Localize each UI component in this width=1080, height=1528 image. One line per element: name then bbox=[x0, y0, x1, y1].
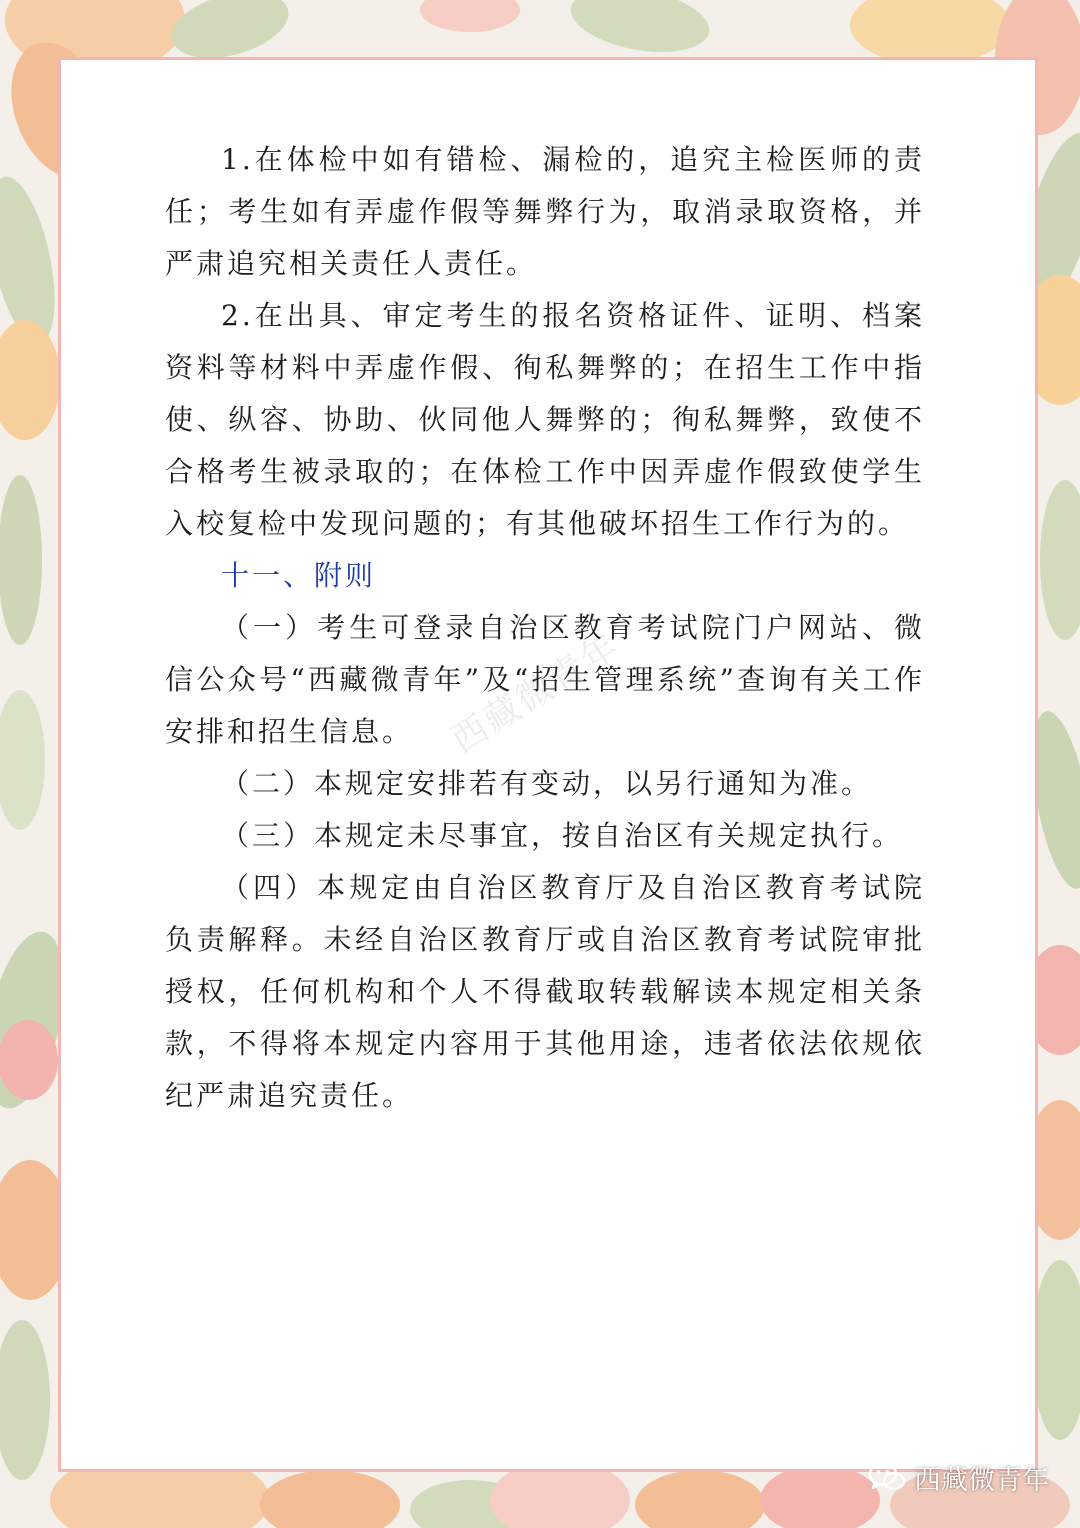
wechat-icon bbox=[868, 1461, 906, 1493]
paragraph: （二）本规定安排若有变动，以另行通知为准。 bbox=[221, 767, 873, 800]
account-badge bbox=[868, 1457, 1049, 1497]
section-heading: 十一、附则 bbox=[221, 559, 377, 592]
paragraph: （三）本规定未尽事宜，按自治区有关规定执行。 bbox=[221, 819, 904, 852]
paragraph: （一）考生可登录自治区教育考试院门户网站、微信公众号“西藏微青年”及“招生管理系统”查询有关工作安排和招生信息。 bbox=[165, 611, 925, 748]
paragraph: 2.在出具、审定考生的报名资格证件、证明、档案资料等材料中弄虚作假、徇私舞弊的；在招生工作中指使、纵容、协助、伙同他人舞弊的；徇私舞弊，致使不合格考生被录取的；在体检工作中因弄虚作假致使学生入校复检中发现问题的；有其他破坏招生工作行为的。 bbox=[165, 299, 925, 540]
paragraph: （四）本规定由自治区教育厅及自治区教育考试院负责解释。未经自治区教育厅或自治区教育考试院审批授权，任何机构和个人不得截取转载解读本规定相关条款，不得将本规定内容用于其他用途，违者依法依规依纪严肃追究责任。 bbox=[165, 871, 925, 1112]
watermark: 西藏微青年 bbox=[444, 626, 628, 762]
account-name: 西藏微青年 bbox=[914, 1464, 1049, 1496]
paragraph: 1.在体检中如有错检、漏检的，追究主检医师的责任；考生如有弄虚作假等舞弊行为，取消录取资格，并严肃追究相关责任人责任。 bbox=[165, 143, 925, 280]
document-body bbox=[165, 134, 925, 1122]
